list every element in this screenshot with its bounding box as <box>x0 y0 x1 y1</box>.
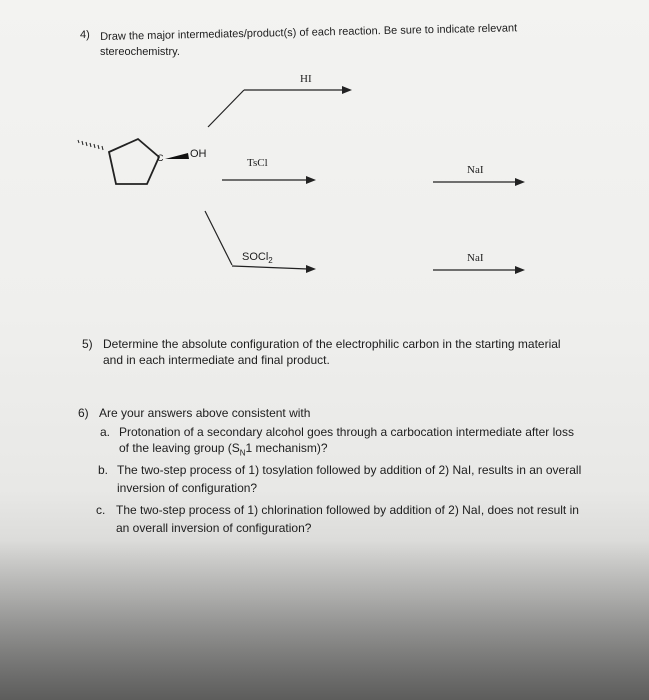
q6-a-line2-sub: N <box>239 448 246 458</box>
socl2-arrow-head <box>306 265 316 273</box>
q6-b-line2: inversion of configuration? <box>117 481 258 495</box>
nai-arrow-1-head <box>515 178 525 186</box>
oh-label: OH <box>190 148 207 160</box>
q4-text-line2: stereochemistry. <box>100 46 180 58</box>
q5-text-line1: Determine the absolute configuration of the electrophilic carbon in the starting material <box>103 337 561 351</box>
nai-arrow-2-head <box>515 266 525 274</box>
tscl-arrow-head <box>306 176 316 184</box>
q6-a-label: a. <box>100 425 111 439</box>
q6-c-line2: an overall inversion of configuration? <box>116 521 312 535</box>
solid-wedge-bond <box>165 153 189 159</box>
q6-a-line2 <box>119 440 328 461</box>
hi-arrow-head <box>342 86 352 94</box>
q5-text-line2: and in each intermediate and final product. <box>103 353 330 367</box>
reagent-socl2-main: SOCl <box>242 251 269 263</box>
q6-c-line1: The two-step process of 1) chlorination followed by addition of 2) NaI, does not result in <box>116 503 579 517</box>
q6-intro: Are your answers above consistent with <box>99 406 311 420</box>
carbon-label: C <box>157 153 164 163</box>
hashed-wedge-bond <box>78 140 103 150</box>
reagent-tscl: TsCl <box>247 157 268 169</box>
q6-a-line2-post: 1 mechanism)? <box>245 441 328 455</box>
reagent-nai-2: NaI <box>467 252 484 264</box>
q4-text-line1: Draw the major intermediates/product(s) of each reaction. Be sure to indicate relevant <box>100 22 518 43</box>
q6-number: 6) <box>78 406 89 420</box>
reagent-socl2 <box>242 249 273 269</box>
q6-c-label: c. <box>96 503 106 517</box>
q6-a-line1: Protonation of a secondary alcohol goes through a carbocation intermediate after loss <box>119 425 574 439</box>
q5-number: 5) <box>82 337 93 351</box>
q6-b-line1: The two-step process of 1) tosylation followed by addition of 2) NaI, results in an overall <box>117 463 582 477</box>
branch-line-upper <box>208 90 244 127</box>
q6-b-label: b. <box>98 463 109 477</box>
reagent-nai-1: NaI <box>467 164 484 176</box>
cyclopentane-ring <box>109 139 159 184</box>
reagent-socl2-sub: 2 <box>268 256 273 266</box>
reagent-hi: HI <box>300 73 312 85</box>
q4-number: 4) <box>80 29 90 41</box>
branch-line-lower <box>205 211 232 265</box>
q6-a-line2-pre: of the leaving group (S <box>119 441 240 455</box>
